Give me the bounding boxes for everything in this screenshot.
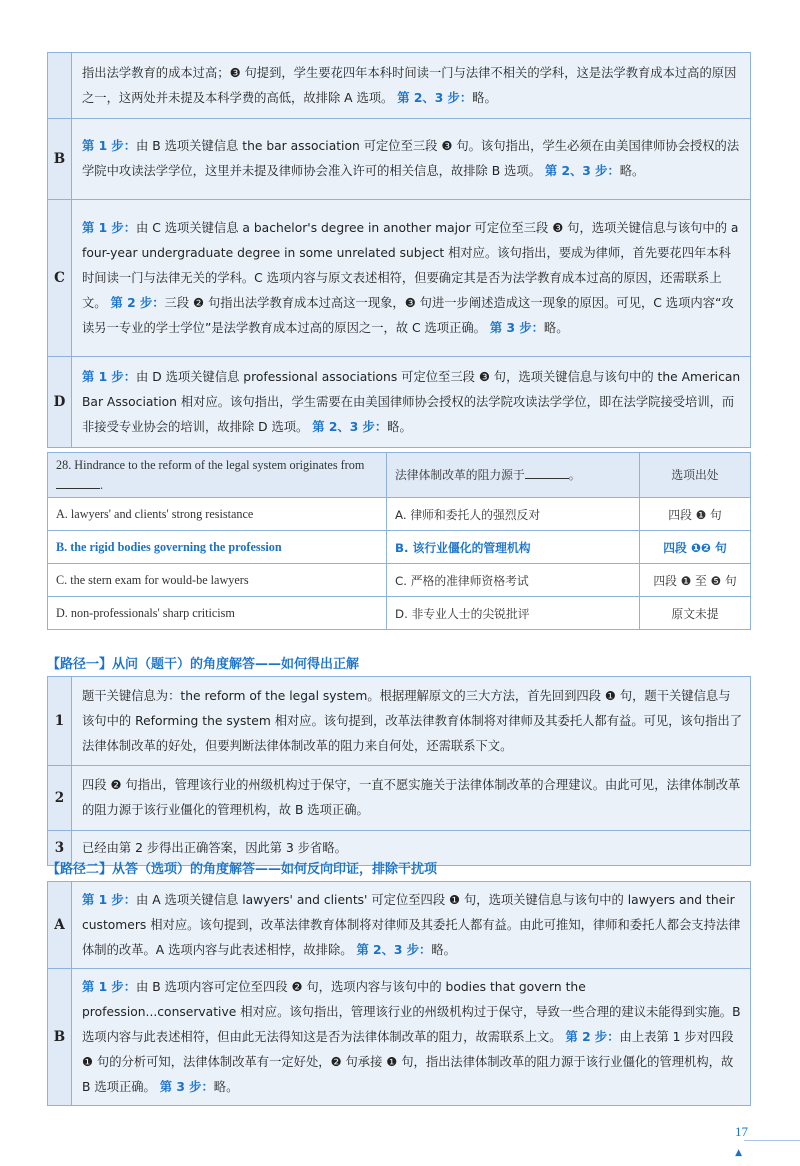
option-zh: A. 律师和委托人的强烈反对 [387, 498, 640, 531]
step-highlight: 第 2、3 步： [356, 942, 432, 957]
row-label [48, 53, 72, 119]
step-highlight: 第 1 步： [82, 892, 137, 907]
table-row [48, 200, 751, 357]
row-text: 由 A 选项关键信息 lawyers' and clients' 可定位至四段 ❶ 句，选项关键信息与该句中的 lawyers and their customers 相对应。该句提到，改革法律教育体制将对律师及其委托人都有益。由此可推知，律师和委托人都会支持法律体制的改革。A 选项内容与此表述相悖，故排除。 [82, 892, 741, 957]
table-row [48, 882, 751, 969]
step-highlight: 第 1 步： [82, 369, 137, 384]
step-number: 2 [48, 766, 72, 831]
row-text-2: 由上表第 1 步对四段 ❶ 句的分析可知，法律体制改革有一定好处，❷ 句承接 ❶ 句，指出法律体制改革的阻力源于该行业僵化的管理机构，故 B 选项正确。 [82, 1029, 734, 1094]
table-row-correct [48, 531, 751, 564]
step-highlight: 第 1 步： [82, 220, 137, 235]
option-source: 四段 ❶ 句 [640, 498, 751, 531]
option-source: 四段 ❶ 至 ❺ 句 [640, 564, 751, 597]
table-row [48, 969, 751, 1106]
row-tail: 略。 [213, 1079, 239, 1094]
step-highlight: 第 2 步： [110, 295, 165, 310]
table-row [48, 677, 751, 766]
option-source: 四段 ❶❷ 句 [640, 531, 751, 564]
path2-title: 【路径二】从答（选项）的角度解答——如何反向印证，排除干扰项 [47, 862, 438, 877]
path1-title: 【路径一】从问（题干）的角度解答——如何得出正解 [47, 657, 360, 672]
row-label: D [48, 357, 72, 448]
step-text: 四段 ❷ 句指出，管理该行业的州级机构过于保守，一直不愿实施关于法律体制改革的合理建议。由此可见，法律体制改革的阻力源于该行业僵化的管理机构，故 B 选项正确。 [72, 766, 751, 831]
path1-block [47, 676, 751, 866]
table-row [48, 357, 751, 448]
top-analysis-table [47, 52, 751, 448]
question-en: 28. Hindrance to the reform of the legal system originates from [56, 458, 365, 472]
source-header: 选项出处 [640, 453, 751, 498]
row-label: C [48, 200, 72, 357]
row-text: 由 B 选项关键信息 the bar association 可定位至三段 ❸ 句。该句指出，学生必须在由美国律师协会授权的法学院中攻读法学学位，这里并未提及律师协会准入许可的相关信息，故排除 B 选项。 [82, 139, 740, 178]
question-en-end: . [100, 478, 104, 492]
table-header-row [48, 453, 751, 498]
option-en: B. the rigid bodies governing the profession [48, 531, 387, 564]
answer-blank [56, 476, 100, 489]
step-highlight: 第 2、3 步： [312, 419, 388, 434]
step-text: 已经由第 2 步得出正确答案，因此第 3 步省略。 [72, 831, 751, 866]
path2-block [47, 881, 751, 1106]
option-en: A. lawyers' and clients' strong resistance [48, 498, 387, 531]
path2-table [47, 881, 751, 1106]
table-row [48, 564, 751, 597]
step-highlight: 第 1 步： [82, 139, 137, 153]
question-zh: 法律体制改革的阻力源于 [395, 468, 525, 482]
step-text: 题干关键信息为：the reform of the legal system。根据理解原文的三大方法，首先回到四段 ❶ 句，题干关键信息与该句中的 Reforming the system 相对应。该句提到，改革法律教育体制将对律师及其委托人都有益。可见，该句指出了法律体制改革的好处，但要判断法律体制改革的阻力来自何处，还需联系下文。 [72, 677, 751, 766]
step-highlight: 第 2、3 步： [397, 90, 473, 105]
answer-blank-zh [525, 466, 569, 479]
table-row [48, 119, 751, 200]
row-text: 由 C 选项关键信息 a bachelor's degree in another major 可定位至三段 ❸ 句，选项关键信息与该句中的 a four-year undergraduate degree in some unrelated subject 相对应。该句指出，要成为律师，首先要花四年本科时间读一门与法律无关的学科。C 选项内容与原文表述相符，但要确定其是否为法学教育成本过高的原因，还需联系上文。 [82, 220, 739, 310]
path1-table [47, 676, 751, 866]
question-zh-end: 。 [568, 468, 581, 482]
option-zh: D. 非专业人士的尖锐批评 [387, 597, 640, 630]
graduation-cap-icon: ▲ [735, 1148, 742, 1158]
option-source: 原文未提 [640, 597, 751, 630]
table-row [48, 597, 751, 630]
table-row [48, 498, 751, 531]
step-highlight: 第 3 步： [159, 1079, 214, 1094]
row-tail: 略。 [543, 320, 569, 335]
option-zh: C. 严格的准律师资格考试 [387, 564, 640, 597]
page-number: 17 [735, 1124, 748, 1139]
top-analysis-block [47, 52, 751, 448]
row-text: 指出法学教育的成本过高；❸ 句提到，学生要花四年本科时间读一门与法律不相关的学科，这是法学教育成本过高的原因之一，这两处并未提及本科学费的高低，故排除 A 选项。 [82, 65, 737, 105]
question-table [47, 452, 751, 630]
table-row [48, 766, 751, 831]
option-en: C. the stern exam for would-be lawyers [48, 564, 387, 597]
step-highlight: 第 1 步： [82, 979, 137, 994]
table-row [48, 53, 751, 119]
row-tail: 略。 [472, 90, 497, 105]
row-label: B [48, 969, 72, 1106]
step-highlight: 第 3 步： [489, 320, 544, 335]
row-label: A [48, 882, 72, 969]
step-highlight: 第 2、3 步： [544, 164, 620, 178]
row-text-2: 三段 ❷ 句指出法学教育成本过高这一现象，❸ 句进一步阐述造成这一现象的原因。可见，C 选项内容“攻读另一专业的学士学位”是法学教育成本过高的原因之一，故 C 选项正确。 [82, 295, 734, 335]
row-tail: 略。 [431, 942, 456, 957]
page-number-rule [744, 1140, 800, 1141]
row-label: B [48, 119, 72, 200]
step-number: 1 [48, 677, 72, 766]
step-number: 3 [48, 831, 72, 866]
row-text: 由 D 选项关键信息 professional associations 可定位至三段 ❸ 句，选项关键信息与该句中的 the American Bar Association 相对应。该句指出，学生需要在由美国律师协会授权的法学院攻读法学学位，即在法学院接受培训，而非接受专业协会的培训，故排除 D 选项。 [82, 369, 741, 434]
option-zh: B. 该行业僵化的管理机构 [387, 531, 640, 564]
row-tail: 略。 [387, 419, 412, 434]
row-text: 由 B 选项内容可定位至四段 ❷ 句，选项内容与该句中的 bodies that govern the profession...conservative 相对应。该句指出，管理该行业的州级机构过于保守，导致一些合理的建议未能得到实施。B 选项内容与此表述相符，但由此无法得知这是否为法律体制改革的阻力，故需联系上文。 [82, 979, 741, 1044]
row-tail: 略。 [619, 164, 645, 178]
question-block [47, 452, 751, 630]
option-en: D. non-professionals' sharp criticism [48, 597, 387, 630]
step-highlight: 第 2 步： [565, 1029, 620, 1044]
